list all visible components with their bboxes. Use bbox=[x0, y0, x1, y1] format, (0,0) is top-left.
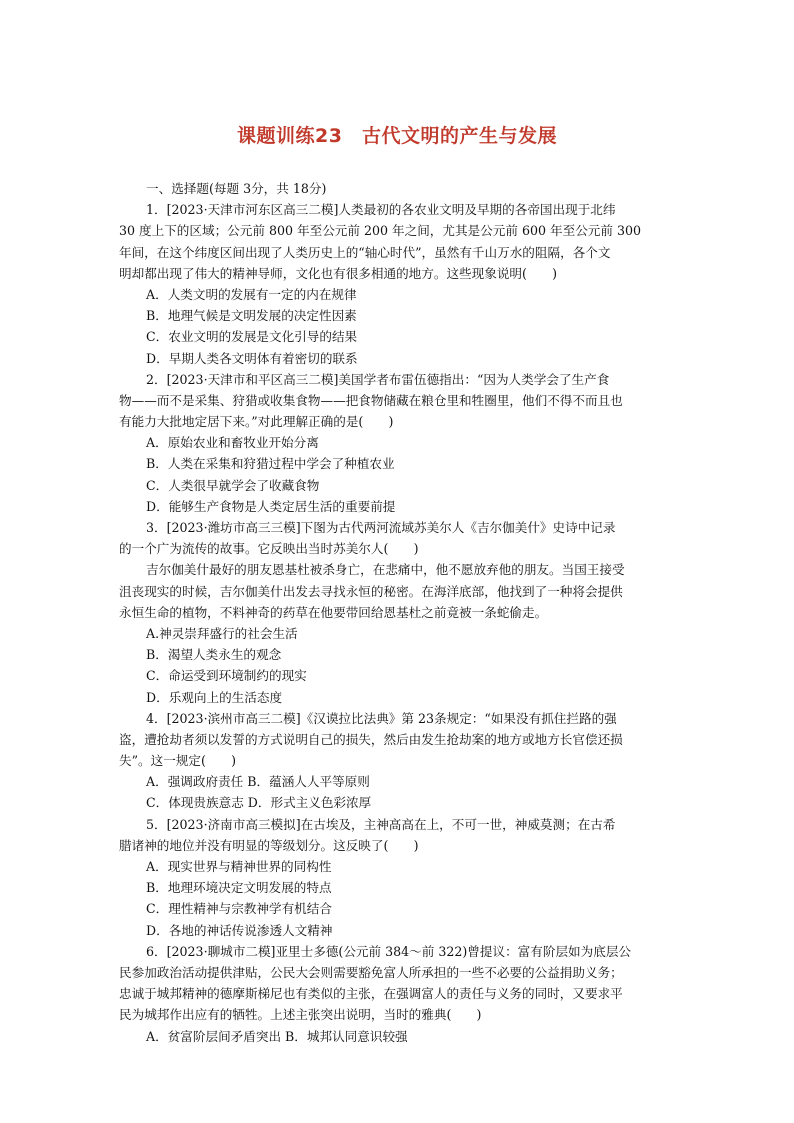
question-stem-line: 2．[2023·天津市和平区高三二模]美国学者布雷伍德指出：“因为人类学会了生产食 bbox=[146, 371, 610, 387]
answer-option: C．体现贵族意志 D．形式主义色彩浓厚 bbox=[146, 795, 372, 811]
question-stem-line: 4．[2023·滨州市高三二模]《汉谟拉比法典》第 23条规定：“如果没有抓住拦路的强 bbox=[146, 710, 617, 726]
answer-option: A．原始农业和畜牧业开始分离 bbox=[146, 435, 319, 451]
question-stem-line: 忠诚于城邦精神的德摩斯梯尼也有类似的主张，在强调富人的责任与义务的同时，又要求平 bbox=[119, 986, 623, 1002]
question-3 bbox=[119, 517, 677, 708]
question-stem-line: 年间，在这个纬度区间出现了人类历史上的“轴心时代”，虽然有千山万水的阻隔，各个文 bbox=[119, 244, 611, 260]
page-title: 课题训练23 古代文明的产生与发展 bbox=[237, 125, 557, 147]
question-stem-line: 30 度上下的区域；公元前 800 年至公元前 200 年之间，尤其是公元前 600 年至公元前 300 bbox=[119, 223, 642, 239]
answer-option: C．命运受到环境制约的现实 bbox=[146, 668, 307, 684]
answer-option: D．能够生产食物是人类定居生活的重要前提 bbox=[146, 498, 396, 514]
question-2 bbox=[119, 369, 677, 517]
story-paragraph-line: 永恒生命的植物，不料神奇的药草在他要带回给恩基杜之前竟被一条蛇偷走。 bbox=[119, 604, 548, 620]
question-stem-line: 民为城邦作出应有的牺牲。上述主张突出说明，当时的雅典( ) bbox=[119, 1007, 482, 1023]
answer-option: D．各地的神话传说渗透人文精神 bbox=[146, 922, 333, 938]
answer-option: A.神灵崇拜盛行的社会生活 bbox=[146, 625, 298, 641]
question-4 bbox=[119, 708, 677, 814]
answer-option: A．人类文明的发展有一定的内在规律 bbox=[146, 286, 357, 302]
section-heading: 一、选择题(每题 3分，共 18分) bbox=[146, 181, 327, 196]
answer-option: A．现实世界与精神世界的同构性 bbox=[146, 859, 332, 874]
question-stem-line: 明却都出现了伟大的精神导师，文化也有很多相通的地方。这些现象说明( ) bbox=[119, 265, 558, 281]
question-stem-line: 的一个广为流传的故事。它反映出当时苏美尔人( ) bbox=[119, 541, 419, 557]
answer-option: A．贫富阶层间矛盾突出 B．城邦认同意识较强 bbox=[146, 1028, 408, 1044]
answer-option: B．人类在采集和狩猎过程中学会了种植农业 bbox=[146, 456, 395, 472]
answer-option: C．理性精神与宗教神学有机结合 bbox=[146, 901, 332, 917]
question-stem-line: 6．[2023·聊城市二模]亚里士多德(公元前 384～前 322)曾提议：富有阶层如为底层公 bbox=[146, 943, 632, 959]
question-stem-line: 有能力大批地定居下来。”对此理解正确的是( ) bbox=[119, 414, 394, 430]
question-stem-line: 物——而不是采集、狩猎或收集食物——把食物储藏在粮仓里和牲圈里，他们不得不而且也 bbox=[119, 392, 623, 408]
question-stem-line: 民参加政治活动提供津贴，公民大会则需要豁免富人所承担的一些不必要的公益捐助义务； bbox=[119, 964, 623, 980]
story-paragraph-line: 吉尔伽美什最好的朋友恩基杜被杀身亡，在悲痛中，他不愿放弃他的朋友。当国王接受 bbox=[146, 562, 625, 578]
answer-option: C．农业文明的发展是文化引导的结果 bbox=[146, 329, 358, 345]
question-stem-line: 1．[2023·天津市河东区高三二模]人类最初的各农业文明及早期的各帝国出现于北纬 bbox=[146, 202, 616, 218]
answer-option: D．乐观向上的生活态度 bbox=[146, 689, 283, 705]
question-stem-line: 腊诸神的地位并没有明显的等级划分。这反映了( ) bbox=[119, 837, 419, 853]
question-stem-line: 3．[2023·潍坊市高三三模]下图为古代两河流域苏美尔人《吉尔伽美什》史诗中记录 bbox=[146, 520, 616, 535]
question-stem-line: 失”。这一规定( ) bbox=[119, 753, 237, 769]
answer-option: D．早期人类各文明体有着密切的联系 bbox=[146, 350, 358, 366]
answer-option: C．人类很早就学会了收藏食物 bbox=[146, 477, 320, 493]
story-paragraph-line: 沮丧现实的时候，吉尔伽美什出发去寻找永恒的秘密。在海洋底部，他找到了一种将会提供 bbox=[119, 583, 623, 599]
question-1 bbox=[119, 199, 677, 369]
question-stem-line: 盗，遭抢劫者须以发誓的方式说明自己的损失，然后由发生抢劫案的地方或地方长官偿还损 bbox=[119, 731, 623, 747]
question-stem-line: 5．[2023·济南市高三模拟]在古埃及，主神高高在上，不可一世，神威莫测；在古希 bbox=[146, 816, 616, 832]
question-6 bbox=[119, 941, 677, 1047]
answer-option: B．渴望人类永生的观念 bbox=[146, 647, 282, 663]
question-content bbox=[119, 178, 677, 1047]
answer-option: A．强调政府责任 B．蕴涵人人平等原则 bbox=[146, 774, 370, 790]
answer-option: B．地理环境决定文明发展的特点 bbox=[146, 880, 332, 896]
question-5 bbox=[119, 814, 677, 941]
answer-option: B．地理气候是文明发展的决定性因素 bbox=[146, 308, 357, 324]
